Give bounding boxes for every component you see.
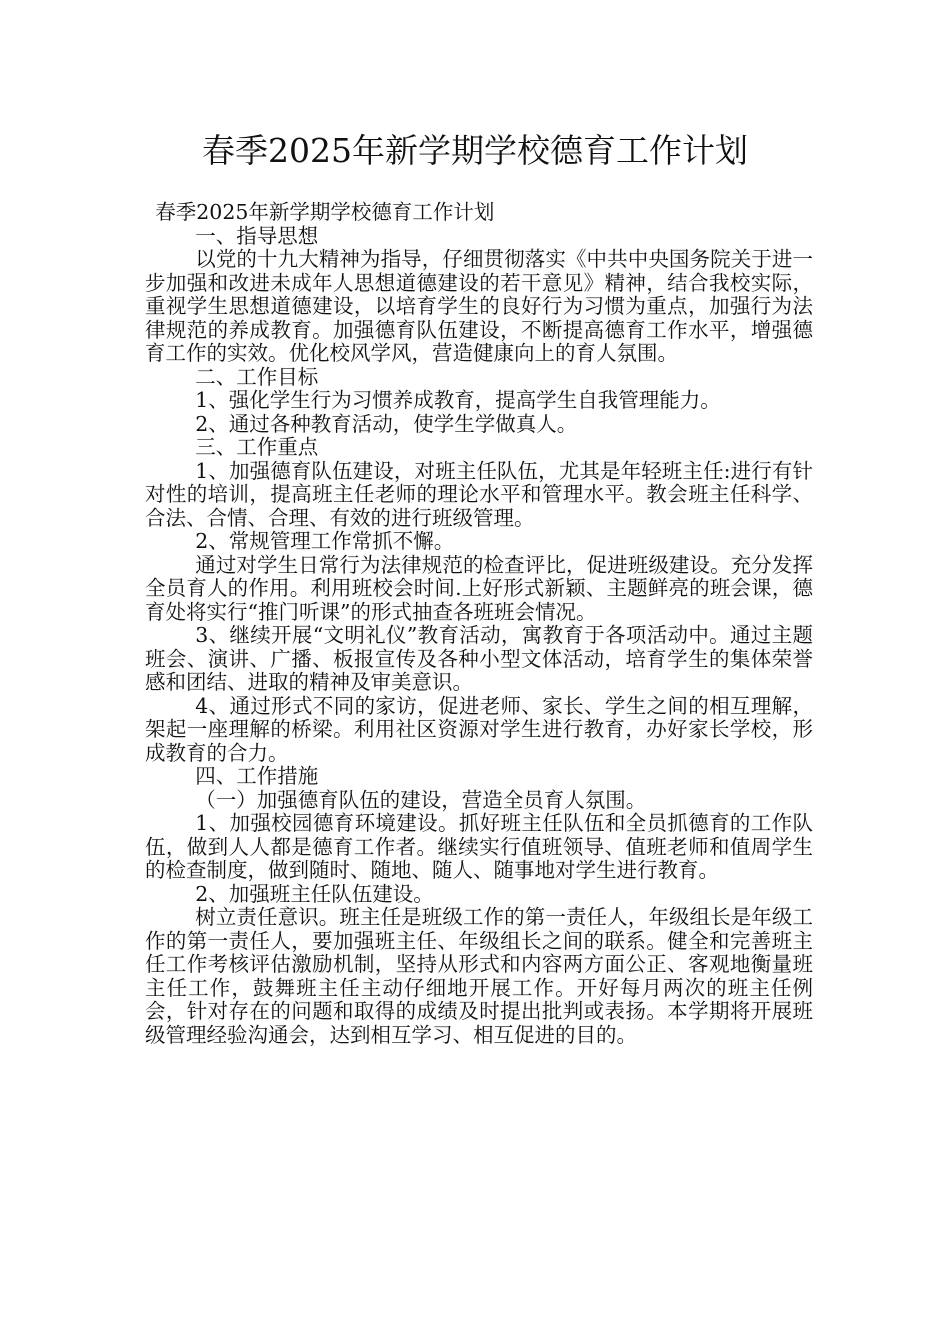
section-heading-work-measures: 四、工作措施: [195, 764, 319, 788]
paragraph-measure-1: 1、加强校园德育环境建设。抓好班主任队伍和全员抓德育的工作队伍，做到人人都是德育工作者。继续实行值班领导、值班老师和值周学生的检查制度，做到随时、随地、随人、随事地对学生进行教育。: [145, 811, 813, 882]
paragraph-measure-2: 2、加强班主任队伍建设。: [195, 881, 434, 906]
document-body: [145, 201, 813, 1047]
paragraph-goal-2: 2、通过各种教育活动，使学生学做真人。: [195, 411, 578, 436]
section-heading-work-focus: 三、工作重点: [195, 435, 319, 459]
paragraph-focus-1: 1、加强德育队伍建设，对班主任队伍，尤其是年轻班主任:进行有针对性的培训，提高班主任老师的理论水平和管理水平。教会班主任科学、合法、合情、合理、有效的进行班级管理。: [145, 458, 813, 530]
subsection-heading-1: （一）加强德育队伍的建设，营造全员育人氛围。: [195, 787, 647, 812]
section-heading-work-goals: 二、工作目标: [195, 364, 319, 389]
paragraph-focus-2: 2、常规管理工作常抓不懈。: [195, 529, 455, 553]
paragraph-measure-2-detail: 树立责任意识。班主任是班级工作的第一责任人，年级组长是年级工作的第一责任人，要加强班主任、年级组长之间的联系。健全和完善班主任工作考核评估激励机制，坚持从形式和内容两方面公正、客观地衡量班主任工作，鼓舞班主任主动仔细地开展工作。开好每月两次的班主任例会，针对存在的问题和取得的成绩及时提出批判或表扬。本学期将开展班级管理经验沟通会，达到相互学习、相互促进的目的。: [145, 905, 813, 1047]
document-title: 春季2025年新学期学校德育工作计划: [202, 131, 748, 170]
paragraph-goal-1: 1、强化学生行为习惯养成教育，提高学生自我管理能力。: [195, 388, 721, 412]
section-heading-guiding-ideology: 一、指导思想: [195, 223, 319, 248]
paragraph-focus-4: 4、通过形式不同的家访，促进老师、家长、学生之间的相互理解，架起一座理解的桥梁。利用社区资源对学生进行教育，办好家长学校，形成教育的合力。: [145, 693, 813, 765]
paragraph-guiding-ideology: 以党的十九大精神为指导，仔细贯彻落实《中共中央国务院关于进一步加强和改进未成年人思想道德建设的若干意见》精神，结合我校实际，重视学生思想道德建设，以培育学生的良好行为习惯为重点，加强行为法律规范的养成教育。加强德育队伍建设，不断提高德育工作水平，增强德育工作的实效。优化校风学风，营造健康向上的育人氛围。: [145, 247, 813, 365]
paragraph-focus-2-detail: 通过对学生日常行为法律规范的检查评比，促进班级建设。充分发挥全员育人的作用。利用班校会时间.上好形式新颖、主题鲜亮的班会课，德育处将实行“推门听课”的形式抽查各班班会情况。: [145, 552, 813, 624]
body-heading-line: 春季2025年新学期学校德育工作计划: [155, 200, 495, 224]
paragraph-focus-3: 3、继续开展“文明礼仪”教育活动，寓教育于各项活动中。通过主题班会、演讲、广播、板报宣传及各种小型文体活动，培育学生的集体荣誉感和团结、进取的精神及审美意识。: [145, 623, 813, 694]
